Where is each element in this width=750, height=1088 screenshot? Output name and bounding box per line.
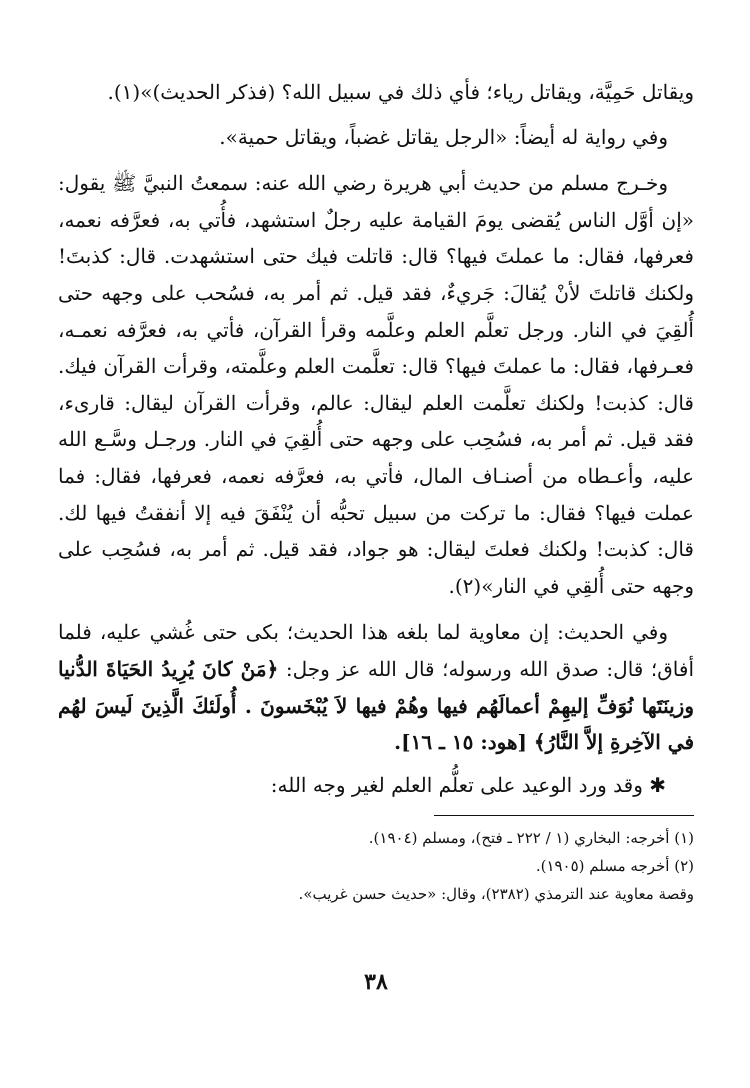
paragraph-1: ويقاتل حَمِيَّة، ويقاتل رياء؛ فأي ذلك في سبيل الله؟ (فذكر الحديث)»(١). (107, 80, 694, 104)
paragraph-4 (58, 614, 694, 760)
footnotes (58, 824, 694, 908)
quran-verse: ﴿مَنْ كانَ يُرِيدُ الحَيَاةَ الدُّنيا وزينَتَها نُوَفِّ إليهِمْ أعمالَهُم فيها وهُمْ فيها لاَ يُبْخَسونَ . أُولَئكَ الَّذِينَ لَيسَ لهُم في الآخِرةِ إلاَّ النَّارُ﴾ (58, 656, 694, 755)
footnote-3: وقصة معاوية عند الترمذي (٢٣٨٢)، وقال: «حديث حسن غريب». (298, 885, 694, 904)
paragraph-2: وفي رواية له أيضاً: «الرجل يقاتل غضباً، ويقاتل حمية». (219, 124, 668, 149)
paragraph-4-intro: وفي الحديث: إن معاوية لما بلغه هذا الحديث؛ بكى حتى غُشي عليه، فلما أفاق؛ قال: صدق الله ورسوله؛ قال الله عز وجل: (58, 620, 694, 681)
footnote-1: (١) أخرجه: البخاري (١ / ٢٢٢ ـ فتح)، ومسلم (١٩٠٤). (368, 829, 694, 848)
footnote-2: (٢) أخرجه مسلم (١٩٠٥). (535, 857, 694, 876)
paragraph-3-hadith: وخـرج مسلم من حديث أبي هريرة رضي الله عنه: سمعتُ النبيَّ ﷺ يقول: «إن أوَّل الناس يُقضى يومَ القيامة عليه رجلٌ استشهد، فأُتي به، فعرَّفه نعمه، فعرفها، فقال: ما عملتَ فيها؟ قال: قاتلت فيك حتى استشهدت. قال: كذبتَ! ولكنك قاتلتَ لأنْ يُقالَ: جَريءٌ، فقد قيل. ثم أمر به، فسُحب على وجهه حتى أُلقِيَ في النار. ورجل تعلَّم العلم وعلَّمه وقرأ القرآن، فأتي به، فعرَّفه نعمـه، فعـرفها، فقال: ما عملتَ فيها؟ قال: تعلَّمت العلم وعلَّمته، وقرأت القرآن فيك. قال: كذبت! ولكنك تعلَّمت العلم ليقال: عالم، وقرأت القرآن ليقال: قارىء، فقد قيل. ثم أمر به، فسُحِب على وجهه حتى أُلقِيَ في النار. ورجـل وسَّـع الله عليه، وأعـطاه من أصنـاف المال، فأتي به، فعرَّفه نعمه، فعرفها، فقال: فما عملت فيها؟ فقال: ما تركت من سبيل تحبُّه أن يُنْفَقَ فيه إلا أنفقتُ فيها لك. قال: كذبت! ولكنك فعلتَ ليقال: هو جواد، فقد قيل. ثم أمر به، فسُحِب على وجهه حتى أُلقِي في النار»(٢). (58, 171, 694, 598)
page-content (58, 74, 694, 1074)
verse-reference: [هود: ١٥ ـ ١٦]. (394, 730, 534, 755)
page-number: ٣٨ (364, 969, 388, 995)
bullet-line: ✱ وقد ورد الوعيد على تعلُّم العلم لغير وجه الله: (270, 772, 666, 797)
footnote-divider (434, 815, 694, 816)
